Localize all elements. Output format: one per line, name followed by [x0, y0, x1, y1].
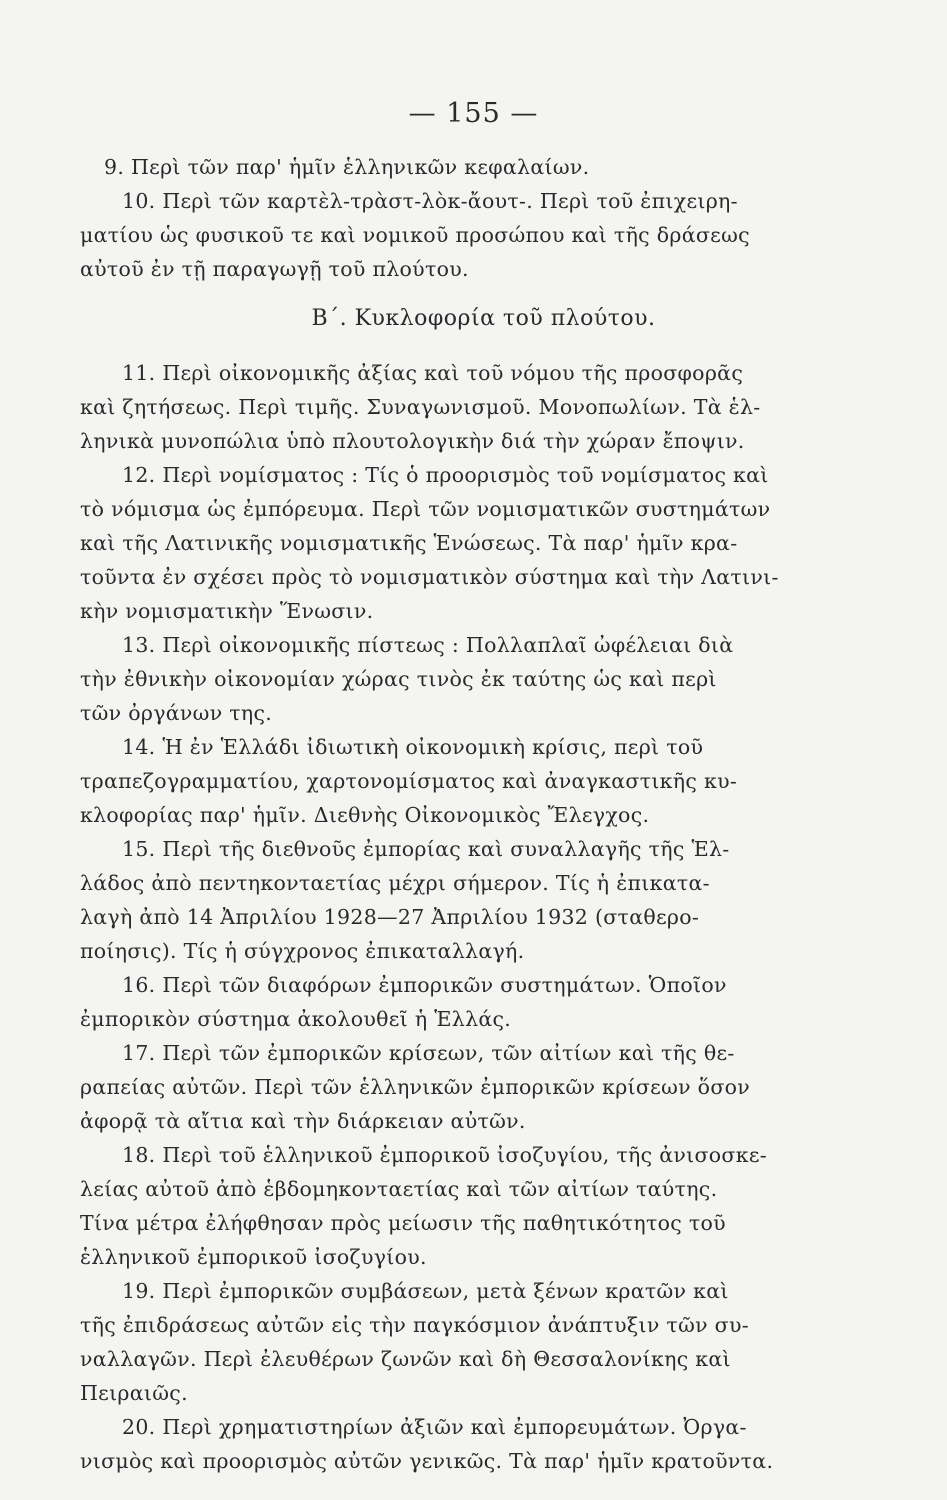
text-line: ἀφορᾷ τὰ αἴτια καὶ τὴν διάρκειαν αὐτῶν. [80, 1109, 526, 1133]
text-line: λάδος ἀπὸ πεντηκονταετίας μέχρι σήμερον. Τίς ἡ ἐπικατα- [80, 871, 710, 895]
text-line: ἐμπορικὸν σύστημα ἀκολουθεῖ ἡ Ἑλλάς. [80, 1007, 512, 1031]
text-line: 10. Περὶ τῶν καρτὲλ-τρὰστ-λὸκ-ἄουτ-. Περὶ τοῦ ἐπιχειρη- [122, 189, 738, 213]
text-line: τῆς ἐπιδράσεως αὐτῶν εἰς τὴν παγκόσμιον ἀνάπτυξιν τῶν συ- [80, 1313, 749, 1337]
text-line: κὴν νομισματικὴν Ἕνωσιν. [80, 599, 374, 623]
text-line: τοῦντα ἐν σχέσει πρὸς τὸ νομισματικὸν σύστημα καὶ τὴν Λατινι- [80, 565, 779, 589]
text-line: λείας αὐτοῦ ἀπὸ ἑβδομηκονταετίας καὶ τῶν αἰτίων ταύτης. [80, 1177, 718, 1201]
text-line: Πειραιῶς. [80, 1381, 188, 1405]
text-line: 9. Περὶ τῶν παρ' ἡμῖν ἑλληνικῶν κεφαλαίων. [104, 155, 590, 179]
text-line: κλοφορίας παρ' ἡμῖν. Διεθνὴς Οἰκονομικὸς Ἔλεγχος. [80, 803, 650, 827]
text-line: καὶ τῆς Λατινικῆς νομισματικῆς Ἑνώσεως. Τὰ παρ' ἡμῖν κρα- [80, 531, 738, 555]
text-line: ἑλληνικοῦ ἐμπορικοῦ ἰσοζυγίου. [80, 1245, 427, 1269]
text-line: 12. Περὶ νομίσματος : Τίς ὁ προορισμὸς τοῦ νομίσματος καὶ [122, 463, 769, 487]
text-line: λαγὴ ἀπὸ 14 Ἀπριλίου 1928—27 Ἀπριλίου 1932 (σταθερο- [80, 905, 700, 929]
text-line: τραπεζογραμματίου, χαρτονομίσματος καὶ ἀναγκαστικῆς κυ- [80, 769, 738, 793]
text-line: 16. Περὶ τῶν διαφόρων ἐμπορικῶν συστημάτων. Ὁποῖον [122, 973, 727, 997]
text-line: 13. Περὶ οἰκονομικῆς πίστεως : Πολλαπλαῖ ὠφέλειαι διὰ [122, 633, 734, 657]
text-line: 14. Ἡ ἐν Ἑλλάδι ἰδιωτικὴ οἰκονομικὴ κρίσις, περὶ τοῦ [122, 735, 704, 759]
text-line: ληνικὰ μυνοπώλια ὑπὸ πλουτολογικὴν διά τὴν χώραν ἔποψιν. [80, 429, 745, 453]
text-line: 17. Περὶ τῶν ἐμπορικῶν κρίσεων, τῶν αἰτίων καὶ τῆς θε- [122, 1041, 735, 1065]
text-line: ποίησις). Τίς ἡ σύγχρονος ἐπικαταλλαγή. [80, 939, 525, 963]
text-block-circulation [80, 356, 840, 1478]
text-line: τὸ νόμισμα ὡς ἐμπόρευμα. Περὶ τῶν νομισματικῶν συστημάτων [80, 497, 771, 521]
section-heading: Β΄. Κυκλοφορία τοῦ πλούτου. [311, 306, 656, 331]
text-line: καὶ ζητήσεως. Περὶ τιμῆς. Συναγωνισμοῦ. Μονοπωλίων. Τὰ ἑλ- [80, 395, 761, 419]
text-block-production [80, 150, 840, 286]
text-line: Τίνα μέτρα ἐλήφθησαν πρὸς μείωσιν τῆς παθητικότητος τοῦ [80, 1211, 726, 1235]
page-number: — 155 — [408, 98, 539, 129]
text-line: 11. Περὶ οἰκονομικῆς ἀξίας καὶ τοῦ νόμου τῆς προσφορᾶς [122, 361, 744, 385]
text-line: νισμὸς καὶ προορισμὸς αὐτῶν γενικῶς. Τὰ παρ' ἡμῖν κρατοῦντα. [80, 1449, 774, 1473]
text-line: αὐτοῦ ἐν τῇ παραγωγῇ τοῦ πλούτου. [80, 257, 469, 281]
text-line: 19. Περὶ ἐμπορικῶν συμβάσεων, μετὰ ξένων κρατῶν καὶ [122, 1279, 729, 1303]
text-line: ματίου ὡς φυσικοῦ τε καὶ νομικοῦ προσώπου καὶ τῆς δράσεως [80, 223, 750, 247]
text-line: 15. Περὶ τῆς διεθνοῦς ἐμπορίας καὶ συναλλαγῆς τῆς Ἑλ- [122, 837, 730, 861]
text-line: ναλλαγῶν. Περὶ ἐλευθέρων ζωνῶν καὶ δὴ Θεσσαλονίκης καὶ [80, 1347, 731, 1371]
text-line: 18. Περὶ τοῦ ἑλληνικοῦ ἐμπορικοῦ ἰσοζυγίου, τῆς ἀνισοσκε- [122, 1143, 767, 1167]
text-line: τῶν ὀργάνων της. [80, 701, 273, 725]
text-line: ραπείας αὐτῶν. Περὶ τῶν ἑλληνικῶν ἐμπορικῶν κρίσεων ὅσον [80, 1075, 751, 1099]
text-line: 20. Περὶ χρηματιστηρίων ἀξιῶν καὶ ἐμπορευμάτων. Ὀργα- [122, 1415, 747, 1439]
text-line: τὴν ἐθνικὴν οἰκονομίαν χώρας τινὸς ἐκ ταύτης ὡς καὶ περὶ [80, 667, 717, 691]
